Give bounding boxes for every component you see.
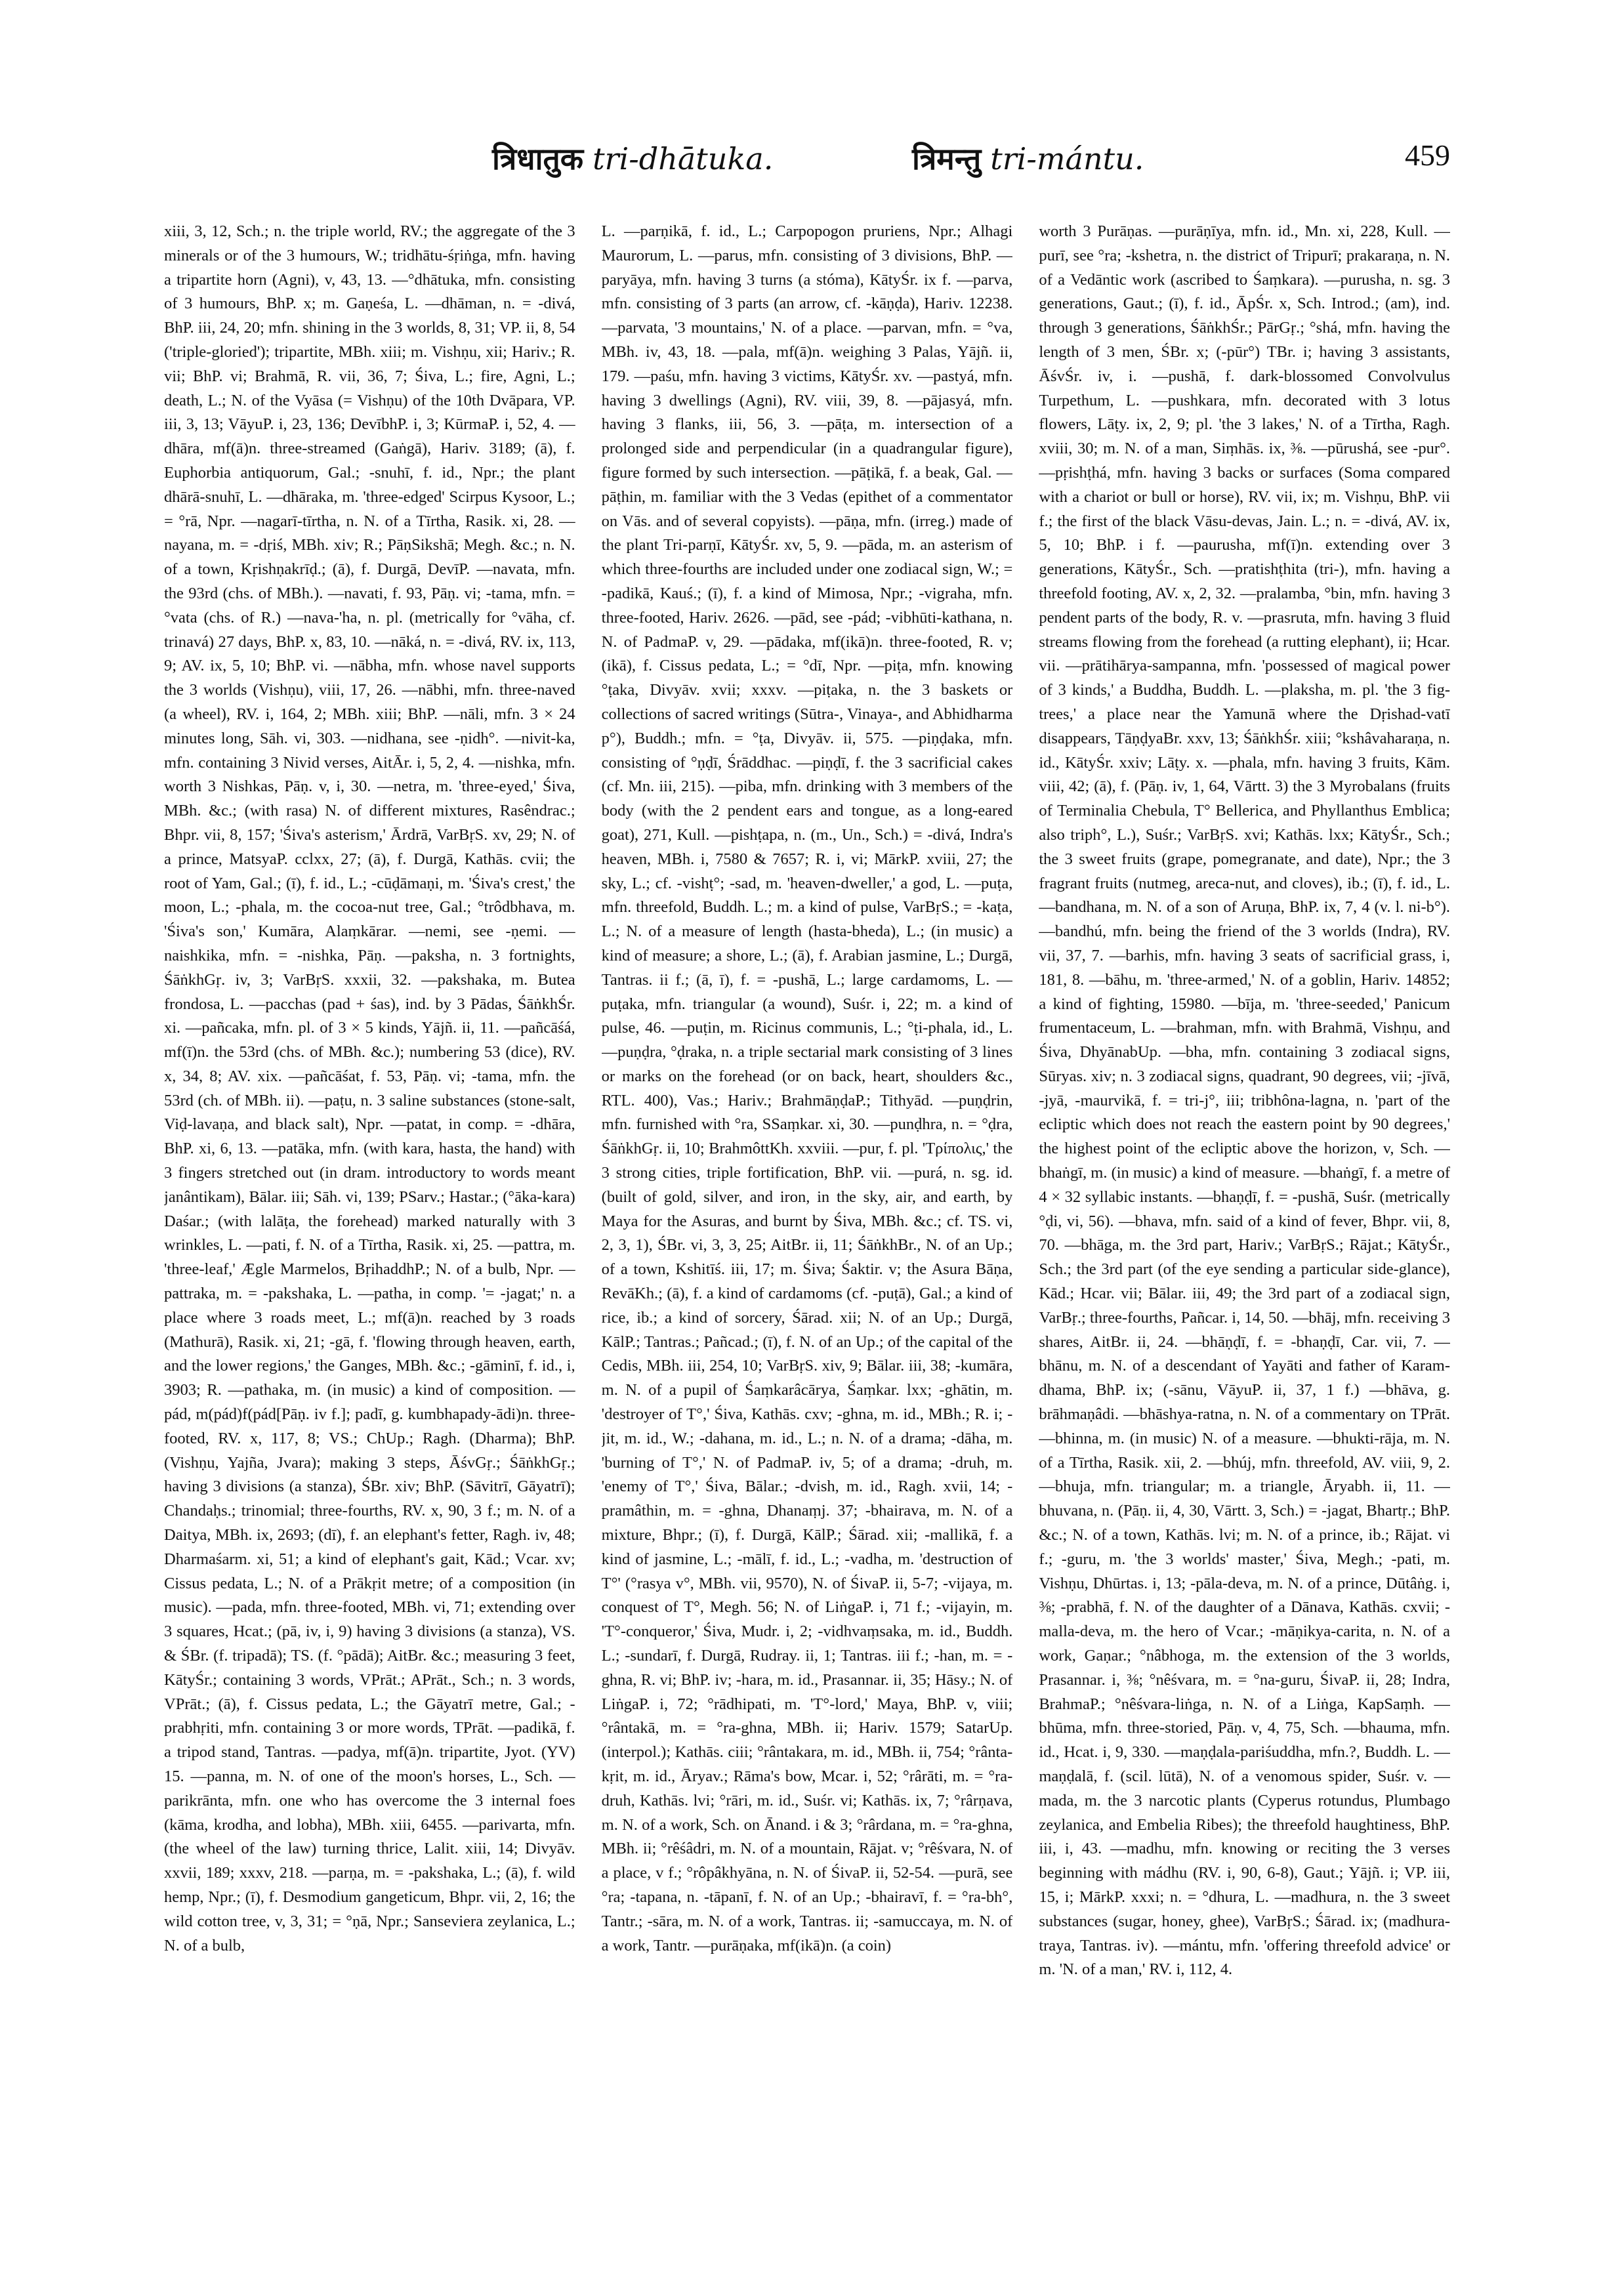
column-3-text: worth 3 Purāṇas. —purāṇīya, mfn. id., Mn. xi, 228, Kull. —purī, see °ra; -kshetra, n. the district of Tripurī; prakaraṇa, n. N. of a Vedāntic work (ascribed to Śaṃkara). —purusha, n. sg. 3 generations, Gaut.; (ī), f. id., ĀpŚr. x, Sch. Introd.; (am), ind. through 3 generations, ŚāṅkhŚr.; PārGṛ.; °shá, mfn. having the length of 3 men, ŚBr. x; (-pūr°) TBr. i; having 3 assistants, ĀśvŚr. iv, i. —pushā, f. dark-blossomed Convolvulus Turpethum, L. —pushkara, mfn. decorated with 3 lotus flowers, Lāṭy. ix, 2, 9; pl. 'the 3 lakes,' N. of a Tīrtha, Ragh. xviii, 30; m. N. of a man, Siṃhās. ix, ⅜. —pūrushá, see -pur°. —pṛishṭhá, mfn. having 3 backs or surfaces (Soma compared with a chariot or bull or horse), RV. vii, ix; m. Vishṇu, BhP. vii f.; the first of the black Vāsu-devas, Jain. L.; n. = -divá, AV. ix, 5, 10; BhP. i f. —paurusha, mf(ī)n. extending over 3 generations, KātyŚr., Sch. —pratishṭhita (tri-), mfn. having a threefold footing, AV. x, 2, 32. —pralamba, °bin, mfn. having 3 pendent parts of the body, R. v. —prasruta, mfn. having 3 fluid streams flowing from the forehead (a rutting elephant), ii; Hcar. vii. —prātihārya-sampanna, mfn. 'possessed of magical power of 3 kinds,' a Buddha, Buddh. L. —plaksha, m. pl. 'the 3 fig-trees,' a place near the Yamunā where the Dṛishad-vatī disappears, TāṇḍyaBr. xxv, 13; ŚāṅkhŚr. xiii; °kshâvaharaṇa, n. id., KātyŚr. xxiv; Lāṭy. x. —phala, mfn. having 3 fruits, Kām. viii, 42; (ā), f. (Pāṇ. iv, 1, 64, Vārtt. 3) the 3 Myrobalans (fruits of Terminalia Chebula, T° Bellerica, and Phyllanthus Emblica; also triph°, L.), Suśr.; VarBṛS. xvi; Kathās. lxx; KātyŚr., Sch.; the 3 sweet fruits (grape, pomegranate, and date), Npr.; the 3 fragrant fruits (nutmeg, areca-nut, and cloves), ib.; (ī), f. id., L. —bandhana, m. N. of a son of Aruṇa, BhP. ix, 7, 4 (v. l. ni-b°). —bandhú, mfn. being the friend of the 3 worlds (Indra), RV. vii, 37, 7. —barhis, mfn. having 3 seats of sacrificial grass, i, 181, 8. —bāhu, m. 'three-armed,' N. of a goblin, Hariv. 14852; a kind of fighting, 15980. —bīja, m. 'three-seeded,' Panicum frumentaceum, L. —brahman, mfn. with Brahmā, Vishṇu, and Śiva, DhyānabUp. —bha, mfn. containing 3 zodiacal signs, Sūryas. xiv; n. 3 zodiacal signs, quadrant, 90 degrees, vii; -jīvā, -jyā, -maurvikā, f. = tri-j°, iii; tribhôna-lagna, n. 'part of the ecliptic which does not reach the eastern point by 90 degrees,' the highest point of the ecliptic above the horizon, v, Sch. —bhaṅgī, m. (in music) a kind of measure. —bhaṅgī, f. a metre of 4 × 32 syllabic instants. —bhaṇḍī, f. = -pushā, Suśr. (metrically °ḍi, vi, 56). —bhava, mfn. said of a kind of fever, Bhpr. vii, 8, 70. —bhāga, m. the 3rd part, Hariv.; VarBṛS.; Rājat.; KātyŚr., Sch.; the 3rd part (of the eye sending a particular side-glance), Kād.; Hcar. vii; Bālar. iii, 49; the 3rd part of a zodiacal sign, VarBṛ.; three-fourths, Pañcar. i, 14, 50. —bhāj, mfn. receiving 3 shares, AitBr. ii, 24. —bhāṇḍī, f. = -bhaṇḍī, Car. vii, 7. —bhānu, m. N. of a descendant of Yayāti and father of Karam-dhama, BhP. ix; (-sānu, VāyuP. ii, 37, 1 f.) —bhāva, g. brāhmaṇâdi. —bhāshya-ratna, n. N. of a commentary on TPrāt. —bhinna, m. (in music) N. of a measure. —bhukti-rāja, m. N. of a Tīrtha, Rasik. xii, 2. —bhúj, mfn. threefold, AV. viii, 9, 2. —bhuja, mfn. triangular; m. a triangle, Āryabh. ii, 11. —bhuvana, n. (Pāṇ. ii, 4, 30, Vārtt. 3, Sch.) = -jagat, Bhartṛ.; BhP. &c.; N. of a town, Kathās. lvi; m. N. of a prince, ib.; Rājat. vi f.; -guru, m. 'the 3 worlds' master,' Śiva, Megh.; -pati, m. Vishṇu, Dhūrtas. i, 13; -pāla-deva, m. N. of a prince, Dūtâṅg. i, ⅜; -prabhā, f. N. of the daughter of a Dānava, Kathās. cxvii; -malla-deva, m. the hero of Vcar.; -māṇikya-carita, n. N. of a work, Gaṇar.; °nâbhoga, m. the extension of the 3 worlds, Prasannar. i, ⅜; °nêśvara, m. = °na-guru, ŚivaP. ii, 28; Indra, BrahmaP.; °nêśvara-liṅga, n. N. of a Liṅga, KapSaṃh. —bhūma, mfn. three-storied, Pāṇ. v, 4, 75, Sch. —bhauma, mfn. id., Hcat. i, 9, 330. —maṇḍala-pariśuddha, mfn.?, Buddh. L. —maṇḍalā, f. (scil. lūtā), N. of a venomous spider, Suśr. v. —mada, m. the 3 narcotic plants (Cyperus rotundus, Plumbago zeylanica, and Embelia Ribes); the threefold haughtiness, BhP. iii, i, 43. —madhu, mfn. knowing or reciting the 3 verses beginning with mádhu (RV. i, 90, 6-8), Gaut.; Yājñ. i; VP. iii, 15, i; MārkP. xxxi; n. = °dhura, L. —madhura, n. the 3 sweet substances (sugar, honey, ghee), VarBṛS.; Śārad. ix; (madhura-traya, Tantras. iv). —mántu, mfn. 'offering threefold advice' or m. 'N. of a man,' RV. i, 112, 4.: [1039, 222, 1451, 1979]
column-3: [1039, 220, 1450, 2201]
left-headword-devanagari: त्रिधातुक: [492, 141, 584, 176]
column-2: [602, 220, 1013, 2201]
dictionary-columns: [164, 220, 1450, 2201]
left-headword: [492, 138, 773, 178]
right-headword-transliteration: tri-mántu.: [990, 141, 1144, 176]
right-headword-devanagari: त्रिमन्तु: [912, 141, 982, 176]
column-2-text: L. —parṇikā, f. id., L.; Carpopogon pruriens, Npr.; Alhagi Maurorum, L. —parus, mfn. consisting of 3 divisions, BhP. —paryāya, mfn. having 3 turns (a stóma), KātyŚr. ix f. —parva, mfn. consisting of 3 parts (an arrow, cf. -kāṇḍa), Hariv. 12238. —parvata, '3 mountains,' N. of a place. —parvan, mfn. = °va, MBh. iv, 43, 18. —pala, mf(ā)n. weighing 3 Palas, Yājñ. ii, 179. —paśu, mfn. having 3 victims, KātyŚr. xv. —pastyá, mfn. having 3 dwellings (Agni), RV. viii, 39, 8. —pājasyá, mfn. having 3 flanks, iii, 56, 3. —pāṭa, m. intersection of a prolonged side and perpendicular (in a quadrangular figure), figure formed by such intersection. —pāṭikā, f. a beak, Gal. —pāṭhin, m. familiar with the 3 Vedas (epithet of a commentator on Vās. and of several copyists). —pāṇa, mfn. (irreg.) made of the plant Tri-parṇī, KātyŚr. xv, 5, 9. —pāda, m. an asterism of which three-fourths are included under one zodiacal sign, W.; = -padikā, Kauś.; (ī), f. a kind of Mimosa, Npr.; -vigraha, mfn. three-footed, Hariv. 2626. —pād, see -pád; -vibhūti-kathana, n. N. of PadmaP. v, 29. —pādaka, mf(ikā)n. three-footed, R. v; (ikā), f. Cissus pedata, L.; = °dī, Npr. —piṭa, mfn. knowing °ṭaka, Divyāv. xvii; xxxv. —piṭaka, n. the 3 baskets or collections of sacred writings (Sūtra-, Vinaya-, and Abhidharma p°), Buddh.; mfn. = °ṭa, Divyāv. ii, 575. —piṇḍaka, mfn. consisting of °ṇḍī, Śrāddhac. —piṇḍī, f. the 3 sacrificial cakes (cf. Mn. iii, 215). —piba, mfn. drinking with 3 members of the body (with the 2 pendent ears and tongue, as a long-eared goat), 271, Kull. —pishṭapa, n. (m., Un., Sch.) = -divá, Indra's heaven, MBh. i, 7580 & 7657; R. i, vi; MārkP. xviii, 27; the sky, L.; cf. -vishṭ°; -sad, m. 'heaven-dweller,' a god, L. —puṭa, mfn. threefold, Buddh. L.; m. a kind of pulse, VarBṛS.; = -kaṭa, L.; N. of a measure of length (hasta-bheda), L.; (in music) a kind of measure; a shore, L.; (ā), f. Arabian jasmine, L.; Durgā, Tantras. ii f.; (ā, ī), f. = -pushā, L.; large cardamoms, L. —puṭaka, mfn. triangular (a wound), Suśr. i, 22; m. a kind of pulse, 46. —puṭin, m. Ricinus communis, L.; °ṭi-phala, id., L. —puṇḍra, °ḍraka, n. a triple sectarial mark consisting of 3 lines or marks on the forehead (or on back, heart, shoulders &c., RTL. 400), Vas.; Hariv.; BrahmāṇḍaP.; Tithyād. —puṇḍrin, mfn. furnished with °ra, SSaṃkar. xi, 30. —punḍhra, n. = °ḍra, ŚāṅkhGṛ. ii, 10; BrahmôttKh. xxviii. —pur, f. pl. 'Τρίπολις,' the 3 strong cities, triple fortification, BhP. vii. —purá, n. sg. id. (built of gold, silver, and iron, in the sky, air, and earth, by Maya for the Asuras, and burnt by Śiva, MBh. &c.; cf. TS. vi, 2, 3, 1), ŚBr. vi, 3, 3, 25; AitBr. ii, 11; ŚāṅkhBr., N. of an Up.; of a town, Kshitīś. iii, 17; m. Śiva; Śaktir. v; the Asura Bāṇa, RevāKh.; (ā), f. a kind of cardamoms (cf. -puṭā), Gal.; a kind of rice, ib.; a kind of sorcery, Śārad. xii; N. of an Up.; Durgā, KālP.; Tantras.; Pañcad.; (ī), f. N. of an Up.; of the capital of the Cedis, MBh. iii, 254, 10; VarBṛS. xiv, 9; Bālar. iii, 38; -kumāra, m. N. of a pupil of Śaṃkarâcārya, Śaṃkar. lxx; -ghātin, m. 'destroyer of T°,' Śiva, Kathās. cxv; -ghna, m. id., MBh.; R. i; -jit, m. id., W.; -dahana, m. id., L.; n. N. of a drama; -dāha, m. 'burning of T°,' N. of PadmaP. iv, 5; of a drama; -druh, m. 'enemy of T°,' Śiva, Bālar.; -dvish, m. id., Ragh. xvii, 14; -pramâthin, m. = -ghna, Dhanaṃj. 37; -bhairava, m. N. of a mixture, Bhpr.; (ī), f. Durgā, KālP.; Śārad. xii; -mallikā, f. a kind of jasmine, L.; -mālī, f. id., L.; -vadha, m. 'destruction of T°' (°rasya v°, MBh. vii, 9570), N. of ŚivaP. ii, 5-7; -vijaya, m. conquest of T°, Megh. 56; N. of LiṅgaP. i, 71 f.; -vijayin, m. 'T°-conqueror,' Śiva, Mudr. i, 2; -vidhvaṃsaka, m. id., Buddh. L.; -sundarī, f. Durgā, Rudray. ii, 1; Tantras. iii f.; -han, m. = -ghna, R. vi; BhP. iv; -hara, m. id., Prasannar. ii, 35; Hāsy.; N. of LiṅgaP. i, 72; °rādhipati, m. 'T°-lord,' Maya, BhP. v, viii; °rântakā, m. = °ra-ghna, MBh. ii; Hariv. 1579; SatarUp. (interpol.); Kathās. ciii; °rântakara, m. id., MBh. ii, 754; °rânta-kṛit, m. id., Āryav.; Rāma's bow, Mcar. i, 52; °rârāti, m. = °ra-druh, Kathās. lvi; °rāri, m. id., Suśr. vi; Kathās. ix, 7; °rârṇava, m. N. of a work, Sch. on Ānand. i & 3; °rârdana, m. = °ra-ghna, MBh. ii; °rêśâdri, m. N. of a mountain, Rājat. v; °rêśvara, N. of a place, v f.; °rôpâkhyāna, n. N. of ŚivaP. ii, 52-54. —purā, see °ra; -tapana, n. -tāpanī, f. N. of an Up.; -bhairavī, f. = °ra-bh°, Tantr.; -sāra, m. N. of a work, Tantras. ii; -samuccaya, m. N. of a work, Tantr. —purāṇaka, mf(ikā)n. (a coin): [601, 222, 1013, 1954]
right-headword: [912, 138, 1144, 178]
column-1-text: xiii, 3, 12, Sch.; n. the triple world, RV.; the aggregate of the 3 minerals or of the 3 humours, W.; tridhātu-śṛiṅga, mfn. having a tripartite horn (Agni), v, 43, 13. —°dhātuka, mfn. consisting of 3 humours, BhP. x; m. Gaṇeśa, L. —dhāman, n. = -divá, BhP. iii, 24, 20; mfn. shining in the 3 worlds, 8, 31; VP. ii, 8, 54 ('triple-gloried'); tripartite, MBh. xiii; m. Vishṇu, xii; Hariv.; R. vii; BhP. vi; Brahmā, R. vii, 36, 7; Śiva, L.; fire, Agni, L.; death, L.; N. of the Vyāsa (= Vishṇu) of the 10th Dvāpara, VP. iii, 3, 13; VāyuP. i, 23, 136; DevībhP. i, 3; KūrmaP. i, 52, 4. —dhāra, mf(ā)n. three-streamed (Gaṅgā), Hariv. 3189; (ā), f. Euphorbia antiquorum, Gal.; -snuhī, f. id., Npr.; the plant dhārā-snuhī, L. —dhāraka, m. 'three-edged' Scirpus Kysoor, L.; = °rā, Npr. —nagarī-tīrtha, n. N. of a Tīrtha, Rasik. xi, 28. —nayana, m. = -dṛiś, MBh. xiv; R.; PāṇSikshā; Megh. &c.; n. N. of a town, Kṛishṇakrīḍ.; (ā), f. Durgā, DevīP. —navata, mfn. the 93rd (chs. of MBh.). —navati, f. 93, Pāṇ. vi; -tama, mfn. = °vata (chs. of R.) —nava-'ha, n. pl. (metrically for °vāha, cf. trinavá) 27 days, BhP. x, 83, 10. —nāká, n. = -divá, RV. ix, 113, 9; AV. ix, 5, 10; BhP. vi. —nābha, mfn. whose navel supports the 3 worlds (Vishṇu), viii, 17, 26. —nābhi, mfn. three-naved (a wheel), RV. i, 164, 2; MBh. xiii; BhP. —nāli, mfn. 3 × 24 minutes long, Sāh. vi, 303. —nidhana, see -ṇidh°. —nivit-ka, mfn. containing 3 Nivid verses, AitĀr. i, 5, 2, 4. —nishka, mfn. worth 3 Nishkas, Pāṇ. v, i, 30. —netra, m. 'three-eyed,' Śiva, MBh. &c.; (with rasa) N. of different mixtures, Rasêndrac.; Bhpr. vii, 8, 157; 'Śiva's asterism,' Ārdrā, VarBṛS. xv, 29; N. of a prince, MatsyaP. cclxx, 27; (ā), f. Durgā, Kathās. cvii; the root of Yam, Gal.; (ī), f. id., L.; -cūḍāmaṇi, m. 'Śiva's crest,' the moon, L.; -phala, m. the cocoa-nut tree, Gal.; °trôdbhava, m. 'Śiva's son,' Kumāra, Alaṃkārar. —nemi, see -ṇemi. —naishkika, mfn. = -nishka, Pāṇ. —paksha, n. 3 fortnights, ŚāṅkhGṛ. iv, 3; VarBṛS. xxxii, 32. —pakshaka, m. Butea frondosa, L. —pacchas (pad + śas), ind. by 3 Pādas, ŚāṅkhŚr. xi. —pañcaka, mfn. pl. of 3 × 5 kinds, Yājñ. ii, 11. —pañcāśá, mf(ī)n. the 53rd (chs. of MBh. &c.); numbering 53 (dice), RV. x, 34, 8; AV. xix. —pañcāśat, f. 53, Pāṇ. vi; -tama, mfn. the 53rd (ch. of MBh. ii). —paṭu, n. 3 saline substances (stone-salt, Viḍ-lavaṇa, and black salt), Npr. —patat, in comp. = -dhāra, BhP. xi, 6, 13. —patāka, mfn. (with kara, hasta, the hand) with 3 fingers stretched out (in dram. introductory to words meant janântikam), Bālar. iii; Sāh. vi, 139; PSarv.; Hastar.; (°āka-kara) Daśar.; (with lalāṭa, the forehead) marked naturally with 3 wrinkles, L. —pati, f. N. of a Tīrtha, Rasik. xi, 25. —pattra, m. 'three-leaf,' Ægle Marmelos, BṛihaddhP.; N. of a bulb, Npr. —pattraka, m. = -pakshaka, L. —patha, in comp. '= -jagat;' n. a place where 3 roads meet, L.; mf(ā)n. reached by 3 roads (Mathurā), Rasik. xi, 21; -gā, f. 'flowing through heaven, earth, and the lower regions,' the Ganges, MBh. &c.; -gāminī, f. id., i, 3903; R. —pathaka, m. (in music) a kind of composition. —pád, m(pád)f(pád[Pāṇ. iv f.]; padī, g. kumbhapady-ādi)n. three-footed, RV. x, 117, 8; VS.; ChUp.; Ragh. (Dharma); BhP. (Vishṇu, Yajña, Jvara); making 3 steps, ĀśvGṛ.; ŚāṅkhGṛ.; having 3 divisions (a stanza), ŚBr. xiv; BhP. (Sāvitrī, Gāyatrī); Chandaḥs.; trinomial; three-fourths, RV. x, 90, 3 f.; m. N. of a Daitya, MBh. ix, 2693; (dī), f. an elephant's fetter, Ragh. iv, 48; Dharmaśarm. xi, 51; a kind of elephant's gait, Kād.; Vcar. xv; Cissus pedata, L.; N. of a Prākṛit metre; of a composition (in music). —pada, mfn. three-footed, MBh. vi, 71; extending over 3 squares, Hcat.; (pā, iv, i, 9) having 3 divisions (a stanza), VS. & ŚBr. (f. tripadā); TS. (f. °pādā); AitBr. &c.; measuring 3 feet, KātyŚr.; containing 3 words, VPrāt.; APrāt., Sch.; n. 3 words, VPrāt.; (ā), f. Cissus pedata, L.; the Gāyatrī metre, Gal.; -prabhṛiti, mfn. containing 3 or more words, TPrāt. —padikā, f. a tripod stand, Tantras. —padya, mf(ā)n. tripartite, Jyot. (YV) 15. —panna, m. N. of one of the moon's horses, L., Sch. —parikrānta, mfn. one who has overcome the 3 internal foes (kāma, krodha, and lobha), MBh. xiii, 6455. —parivarta, mfn. (the wheel of the law) turning thrice, Lalit. xiii, 14; Divyāv. xxvii, 189; xxxv, 218. —parṇa, m. = -pakshaka, L.; (ā), f. wild hemp, Npr.; (ī), f. Desmodium gangeticum, Bhpr. vii, 2, 16; the wild cotton tree, v, 3, 31; = °ṇā, Npr.; Sanseviera zeylanica, L.; N. of a bulb,: [164, 222, 575, 1954]
running-header: [164, 138, 1450, 197]
column-1: [164, 220, 575, 2201]
left-headword-transliteration: tri-dhātuka.: [593, 141, 774, 176]
page-number: 459: [1405, 138, 1450, 172]
